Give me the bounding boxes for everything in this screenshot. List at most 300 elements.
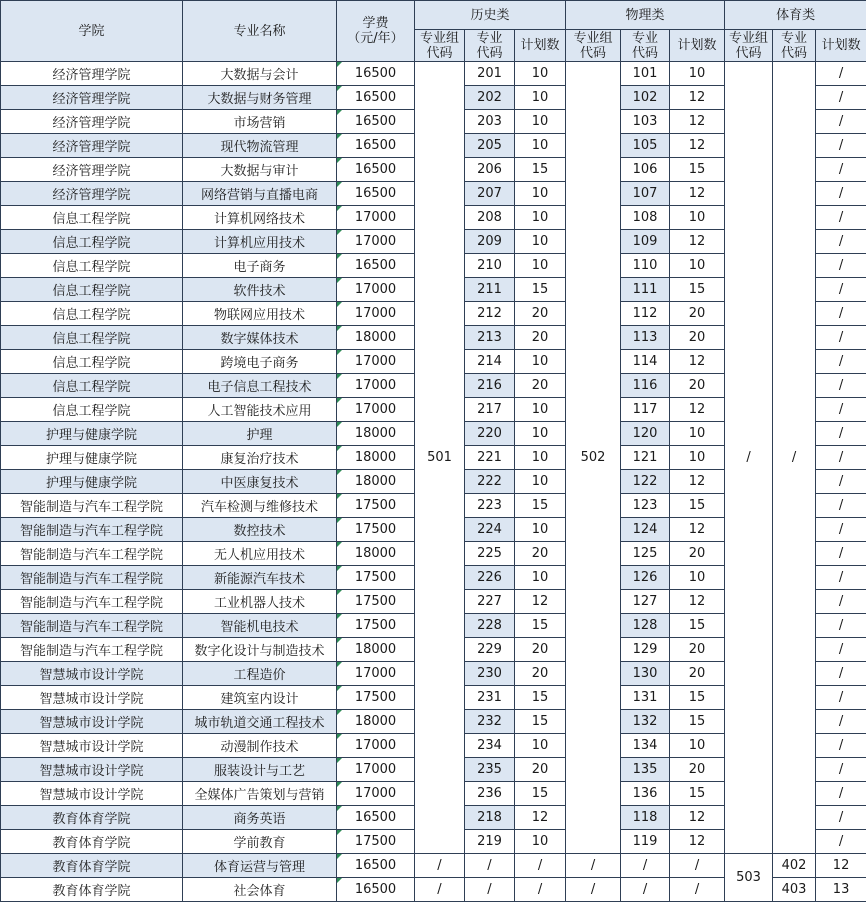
physics-plan-cell: 15 (670, 686, 725, 710)
sports-plan-cell: / (816, 278, 866, 302)
major-cell: 大数据与会计 (183, 62, 337, 86)
physics-plan-cell: 20 (670, 374, 725, 398)
major-cell: 护理 (183, 422, 337, 446)
fee-header (337, 1, 415, 62)
physics-plan-cell: 10 (670, 62, 725, 86)
history-major-code-cell: 227 (465, 590, 515, 614)
college-cell: 经济管理学院 (1, 134, 183, 158)
college-cell: 护理与健康学院 (1, 446, 183, 470)
college-cell: 信息工程学院 (1, 326, 183, 350)
history-plan-cell: 10 (515, 566, 566, 590)
history-major-code-cell: 203 (465, 110, 515, 134)
major-cell: 康复治疗技术 (183, 446, 337, 470)
history-plan-cell: 20 (515, 326, 566, 350)
college-cell: 经济管理学院 (1, 182, 183, 206)
college-cell: 信息工程学院 (1, 206, 183, 230)
sports-plan-cell: / (816, 158, 866, 182)
physics-major-code-cell: 128 (621, 614, 670, 638)
history-plan-cell: / (515, 854, 566, 878)
major-cell: 大数据与审计 (183, 158, 337, 182)
history-major-code-cell: 210 (465, 254, 515, 278)
major-cell: 电子商务 (183, 254, 337, 278)
major-cell: 大数据与财务管理 (183, 86, 337, 110)
college-cell: 教育体育学院 (1, 878, 183, 902)
college-cell: 经济管理学院 (1, 86, 183, 110)
college-cell: 信息工程学院 (1, 302, 183, 326)
sports-plan-cell: / (816, 350, 866, 374)
history-plan-cell: 20 (515, 302, 566, 326)
table-body (1, 62, 866, 902)
sports-plan-cell: / (816, 230, 866, 254)
college-cell: 教育体育学院 (1, 854, 183, 878)
history-plan-cell: 10 (515, 110, 566, 134)
major-cell: 电子信息工程技术 (183, 374, 337, 398)
physics-major-code-cell: 109 (621, 230, 670, 254)
fee-cell: 16500 (337, 878, 415, 902)
major-cell: 市场营销 (183, 110, 337, 134)
physics-plan-cell: 20 (670, 542, 725, 566)
physics-major-code-cell: 132 (621, 710, 670, 734)
physics-major-code-cell: 114 (621, 350, 670, 374)
physics-plan-cell: 15 (670, 158, 725, 182)
sports-group-code-cell: 503 (725, 854, 773, 902)
sports-plan-cell: / (816, 86, 866, 110)
sports-plan-cell: / (816, 470, 866, 494)
sports-plan-cell: / (816, 638, 866, 662)
history-plan-cell: 10 (515, 350, 566, 374)
history-plan-cell: 10 (515, 446, 566, 470)
physics-major-code-cell: / (621, 878, 670, 902)
fee-cell: 18000 (337, 422, 415, 446)
physics-group-code-cell: 502 (566, 62, 621, 854)
history-plan-cell: 10 (515, 230, 566, 254)
major-cell: 学前教育 (183, 830, 337, 854)
physics-major-code-cell: 127 (621, 590, 670, 614)
physics-plan-cell: 12 (670, 470, 725, 494)
history-plan-cell: 15 (515, 710, 566, 734)
fee-cell: 17000 (337, 350, 415, 374)
history-group-code-header: 专业组 代码 (415, 30, 465, 62)
fee-cell: 18000 (337, 446, 415, 470)
fee-cell: 16500 (337, 110, 415, 134)
fee-cell: 17000 (337, 278, 415, 302)
college-cell: 信息工程学院 (1, 374, 183, 398)
physics-plan-cell: 10 (670, 566, 725, 590)
fee-cell: 18000 (337, 542, 415, 566)
physics-major-code-cell: 131 (621, 686, 670, 710)
fee-cell: 17500 (337, 494, 415, 518)
college-cell: 教育体育学院 (1, 830, 183, 854)
physics-plan-cell: 12 (670, 110, 725, 134)
physics-plan-cell: / (670, 854, 725, 878)
history-plan-cell: 10 (515, 398, 566, 422)
history-header: 历史类 (415, 1, 566, 30)
physics-group-code-cell: / (566, 878, 621, 902)
physics-major-code-cell: 122 (621, 470, 670, 494)
sports-plan-cell: / (816, 182, 866, 206)
history-major-code-cell: 205 (465, 134, 515, 158)
history-major-code-cell: 228 (465, 614, 515, 638)
physics-plan-header: 计划数 (670, 30, 725, 62)
sports-major-code-cell: / (773, 62, 816, 854)
major-cell: 新能源汽车技术 (183, 566, 337, 590)
college-cell: 信息工程学院 (1, 278, 183, 302)
sports-plan-cell: / (816, 518, 866, 542)
history-plan-cell: 10 (515, 830, 566, 854)
major-cell: 工程造价 (183, 662, 337, 686)
physics-major-code-cell: 123 (621, 494, 670, 518)
sports-plan-cell: / (816, 590, 866, 614)
history-major-code-cell: 235 (465, 758, 515, 782)
college-cell: 智能制造与汽车工程学院 (1, 518, 183, 542)
history-major-code-cell: 213 (465, 326, 515, 350)
sports-major-code-cell: 403 (773, 878, 816, 902)
fee-cell: 17000 (337, 374, 415, 398)
major-cell: 人工智能技术应用 (183, 398, 337, 422)
college-cell: 经济管理学院 (1, 62, 183, 86)
history-major-code-cell: 225 (465, 542, 515, 566)
sports-plan-cell: / (816, 374, 866, 398)
major-cell: 无人机应用技术 (183, 542, 337, 566)
college-cell: 信息工程学院 (1, 230, 183, 254)
physics-plan-cell: 15 (670, 494, 725, 518)
history-group-code-cell: 501 (415, 62, 465, 854)
college-cell: 智能制造与汽车工程学院 (1, 590, 183, 614)
history-group-code-cell: / (415, 878, 465, 902)
history-plan-cell: 15 (515, 614, 566, 638)
physics-plan-cell: 15 (670, 278, 725, 302)
fee-cell: 18000 (337, 470, 415, 494)
college-cell: 智慧城市设计学院 (1, 686, 183, 710)
history-major-code-cell: 223 (465, 494, 515, 518)
college-cell: 智慧城市设计学院 (1, 734, 183, 758)
sports-plan-cell: / (816, 758, 866, 782)
sports-plan-cell: / (816, 710, 866, 734)
history-plan-cell: 12 (515, 806, 566, 830)
sports-group-code-cell: / (725, 62, 773, 854)
history-plan-cell: 15 (515, 782, 566, 806)
physics-major-code-cell: 102 (621, 86, 670, 110)
physics-plan-cell: 15 (670, 614, 725, 638)
sports-plan-cell: 13 (816, 878, 866, 902)
physics-plan-cell: 12 (670, 182, 725, 206)
fee-cell: 16500 (337, 254, 415, 278)
fee-cell: 18000 (337, 710, 415, 734)
fee-cell: 18000 (337, 638, 415, 662)
physics-plan-cell: 10 (670, 206, 725, 230)
history-plan-cell: 15 (515, 494, 566, 518)
history-major-code-cell: 209 (465, 230, 515, 254)
physics-plan-cell: 20 (670, 302, 725, 326)
major-cell: 体育运营与管理 (183, 854, 337, 878)
major-cell: 软件技术 (183, 278, 337, 302)
major-cell: 建筑室内设计 (183, 686, 337, 710)
history-major-code-cell: 222 (465, 470, 515, 494)
physics-plan-cell: 10 (670, 734, 725, 758)
physics-major-code-cell: / (621, 854, 670, 878)
sports-plan-cell: / (816, 422, 866, 446)
physics-major-code-cell: 113 (621, 326, 670, 350)
fee-cell: 16500 (337, 806, 415, 830)
sports-plan-cell: / (816, 830, 866, 854)
sports-header: 体育类 (725, 1, 866, 30)
physics-plan-cell: 12 (670, 590, 725, 614)
physics-plan-cell: 12 (670, 86, 725, 110)
history-plan-cell: 20 (515, 542, 566, 566)
physics-major-code-cell: 129 (621, 638, 670, 662)
fee-cell: 17000 (337, 662, 415, 686)
physics-major-code-cell: 101 (621, 62, 670, 86)
major-cell: 服装设计与工艺 (183, 758, 337, 782)
history-plan-cell: 10 (515, 62, 566, 86)
major-cell: 数控技术 (183, 518, 337, 542)
fee-cell: 16500 (337, 62, 415, 86)
physics-plan-cell: 12 (670, 134, 725, 158)
physics-plan-cell: 12 (670, 350, 725, 374)
history-major-code-cell: 207 (465, 182, 515, 206)
major-cell: 动漫制作技术 (183, 734, 337, 758)
history-major-code-cell: 201 (465, 62, 515, 86)
physics-major-code-cell: 112 (621, 302, 670, 326)
physics-major-code-cell: 135 (621, 758, 670, 782)
history-major-code-cell: 230 (465, 662, 515, 686)
history-group-code-cell: / (415, 854, 465, 878)
fee-cell: 17000 (337, 302, 415, 326)
history-major-code-cell: / (465, 854, 515, 878)
college-cell: 经济管理学院 (1, 110, 183, 134)
history-major-code-cell: 229 (465, 638, 515, 662)
history-plan-cell: 20 (515, 374, 566, 398)
college-cell: 信息工程学院 (1, 350, 183, 374)
fee-cell: 17500 (337, 518, 415, 542)
history-plan-cell: 10 (515, 86, 566, 110)
college-cell: 智慧城市设计学院 (1, 758, 183, 782)
college-cell: 智能制造与汽车工程学院 (1, 614, 183, 638)
history-major-code-cell: 217 (465, 398, 515, 422)
sports-plan-cell: / (816, 686, 866, 710)
physics-major-code-cell: 125 (621, 542, 670, 566)
college-cell: 智能制造与汽车工程学院 (1, 638, 183, 662)
history-major-code-cell: 234 (465, 734, 515, 758)
physics-plan-cell: 12 (670, 806, 725, 830)
history-major-code-cell: 236 (465, 782, 515, 806)
sports-plan-cell: / (816, 494, 866, 518)
college-cell: 智能制造与汽车工程学院 (1, 566, 183, 590)
major-cell: 汽车检测与维修技术 (183, 494, 337, 518)
fee-header-line2: （元/年） (347, 31, 404, 46)
fee-cell: 17500 (337, 830, 415, 854)
college-header: 学院 (1, 1, 183, 62)
college-cell: 教育体育学院 (1, 806, 183, 830)
fee-header-line1: 学费 (362, 16, 389, 31)
history-major-code-cell: 202 (465, 86, 515, 110)
history-plan-cell: 10 (515, 254, 566, 278)
physics-major-code-cell: 117 (621, 398, 670, 422)
sports-plan-cell: / (816, 542, 866, 566)
physics-plan-cell: 10 (670, 254, 725, 278)
college-cell: 智能制造与汽车工程学院 (1, 542, 183, 566)
major-cell: 城市轨道交通工程技术 (183, 710, 337, 734)
major-cell: 物联网应用技术 (183, 302, 337, 326)
physics-major-code-cell: 108 (621, 206, 670, 230)
major-header: 专业名称 (183, 1, 337, 62)
physics-plan-cell: 20 (670, 638, 725, 662)
sports-group-code-header: 专业组 代码 (725, 30, 773, 62)
sports-major-code-cell: 402 (773, 854, 816, 878)
fee-cell: 16500 (337, 86, 415, 110)
history-plan-cell: / (515, 878, 566, 902)
fee-cell: 17500 (337, 614, 415, 638)
table-row (1, 62, 866, 86)
major-cell: 数字媒体技术 (183, 326, 337, 350)
college-cell: 经济管理学院 (1, 158, 183, 182)
history-major-code-header: 专业 代码 (465, 30, 515, 62)
physics-plan-cell: 20 (670, 662, 725, 686)
college-cell: 护理与健康学院 (1, 422, 183, 446)
physics-major-code-cell: 121 (621, 446, 670, 470)
sports-plan-cell: / (816, 734, 866, 758)
history-plan-cell: 10 (515, 182, 566, 206)
sports-plan-cell: / (816, 254, 866, 278)
physics-major-code-cell: 126 (621, 566, 670, 590)
physics-plan-cell: 20 (670, 758, 725, 782)
history-plan-cell: 10 (515, 518, 566, 542)
major-cell: 计算机网络技术 (183, 206, 337, 230)
fee-cell: 17000 (337, 782, 415, 806)
physics-major-code-cell: 136 (621, 782, 670, 806)
sports-plan-cell: 12 (816, 854, 866, 878)
history-major-code-cell: 214 (465, 350, 515, 374)
major-cell: 中医康复技术 (183, 470, 337, 494)
fee-cell: 17000 (337, 398, 415, 422)
sports-plan-cell: / (816, 614, 866, 638)
physics-major-code-cell: 105 (621, 134, 670, 158)
physics-header: 物理类 (566, 1, 725, 30)
history-plan-cell: 20 (515, 662, 566, 686)
major-cell: 全媒体广告策划与营销 (183, 782, 337, 806)
physics-plan-cell: 10 (670, 422, 725, 446)
history-plan-cell: 15 (515, 686, 566, 710)
physics-major-code-cell: 103 (621, 110, 670, 134)
history-plan-cell: 15 (515, 158, 566, 182)
college-cell: 护理与健康学院 (1, 470, 183, 494)
college-cell: 信息工程学院 (1, 398, 183, 422)
physics-plan-cell: 12 (670, 230, 725, 254)
physics-major-code-cell: 110 (621, 254, 670, 278)
college-cell: 信息工程学院 (1, 254, 183, 278)
fee-cell: 16500 (337, 134, 415, 158)
physics-group-code-cell: / (566, 854, 621, 878)
major-cell: 智能机电技术 (183, 614, 337, 638)
physics-major-code-cell: 116 (621, 374, 670, 398)
sports-plan-cell: / (816, 326, 866, 350)
sports-plan-cell: / (816, 62, 866, 86)
history-major-code-cell: / (465, 878, 515, 902)
physics-plan-cell: 20 (670, 326, 725, 350)
sports-plan-header: 计划数 (816, 30, 866, 62)
physics-plan-cell: 15 (670, 710, 725, 734)
sports-plan-cell: / (816, 134, 866, 158)
major-cell: 跨境电子商务 (183, 350, 337, 374)
major-cell: 网络营销与直播电商 (183, 182, 337, 206)
sports-plan-cell: / (816, 398, 866, 422)
physics-major-code-cell: 119 (621, 830, 670, 854)
major-cell: 工业机器人技术 (183, 590, 337, 614)
history-plan-cell: 20 (515, 758, 566, 782)
sports-plan-cell: / (816, 662, 866, 686)
physics-major-code-cell: 130 (621, 662, 670, 686)
fee-cell: 17000 (337, 758, 415, 782)
fee-cell: 17000 (337, 734, 415, 758)
history-major-code-cell: 211 (465, 278, 515, 302)
history-major-code-cell: 231 (465, 686, 515, 710)
major-cell: 计算机应用技术 (183, 230, 337, 254)
history-plan-cell: 12 (515, 590, 566, 614)
major-cell: 商务英语 (183, 806, 337, 830)
college-cell: 智慧城市设计学院 (1, 782, 183, 806)
history-plan-cell: 10 (515, 422, 566, 446)
sports-plan-cell: / (816, 302, 866, 326)
history-plan-cell: 10 (515, 206, 566, 230)
physics-major-code-cell: 124 (621, 518, 670, 542)
history-plan-cell: 20 (515, 638, 566, 662)
history-major-code-cell: 221 (465, 446, 515, 470)
sports-plan-cell: / (816, 110, 866, 134)
fee-cell: 16500 (337, 158, 415, 182)
physics-major-code-cell: 106 (621, 158, 670, 182)
history-major-code-cell: 216 (465, 374, 515, 398)
fee-cell: 17500 (337, 590, 415, 614)
physics-major-code-cell: 134 (621, 734, 670, 758)
sports-plan-cell: / (816, 806, 866, 830)
fee-cell: 16500 (337, 854, 415, 878)
fee-cell: 17000 (337, 230, 415, 254)
physics-major-code-cell: 118 (621, 806, 670, 830)
history-major-code-cell: 212 (465, 302, 515, 326)
history-major-code-cell: 224 (465, 518, 515, 542)
sports-plan-cell: / (816, 446, 866, 470)
fee-cell: 17000 (337, 206, 415, 230)
college-cell: 智慧城市设计学院 (1, 662, 183, 686)
history-major-code-cell: 219 (465, 830, 515, 854)
history-major-code-cell: 208 (465, 206, 515, 230)
fee-cell: 17500 (337, 566, 415, 590)
physics-plan-cell: 12 (670, 518, 725, 542)
history-plan-cell: 15 (515, 278, 566, 302)
sports-plan-cell: / (816, 782, 866, 806)
physics-major-code-header: 专业 代码 (621, 30, 670, 62)
fee-cell: 16500 (337, 182, 415, 206)
history-major-code-cell: 218 (465, 806, 515, 830)
fee-cell: 17500 (337, 686, 415, 710)
physics-plan-cell: 12 (670, 830, 725, 854)
history-plan-cell: 10 (515, 134, 566, 158)
history-plan-cell: 10 (515, 734, 566, 758)
major-cell: 现代物流管理 (183, 134, 337, 158)
history-plan-header: 计划数 (515, 30, 566, 62)
history-major-code-cell: 232 (465, 710, 515, 734)
history-major-code-cell: 206 (465, 158, 515, 182)
sports-major-code-header: 专业 代码 (773, 30, 816, 62)
history-plan-cell: 10 (515, 470, 566, 494)
physics-plan-cell: 12 (670, 398, 725, 422)
college-cell: 智能制造与汽车工程学院 (1, 494, 183, 518)
physics-major-code-cell: 111 (621, 278, 670, 302)
physics-plan-cell: 15 (670, 782, 725, 806)
major-cell: 社会体育 (183, 878, 337, 902)
physics-group-code-header: 专业组 代码 (566, 30, 621, 62)
physics-major-code-cell: 107 (621, 182, 670, 206)
